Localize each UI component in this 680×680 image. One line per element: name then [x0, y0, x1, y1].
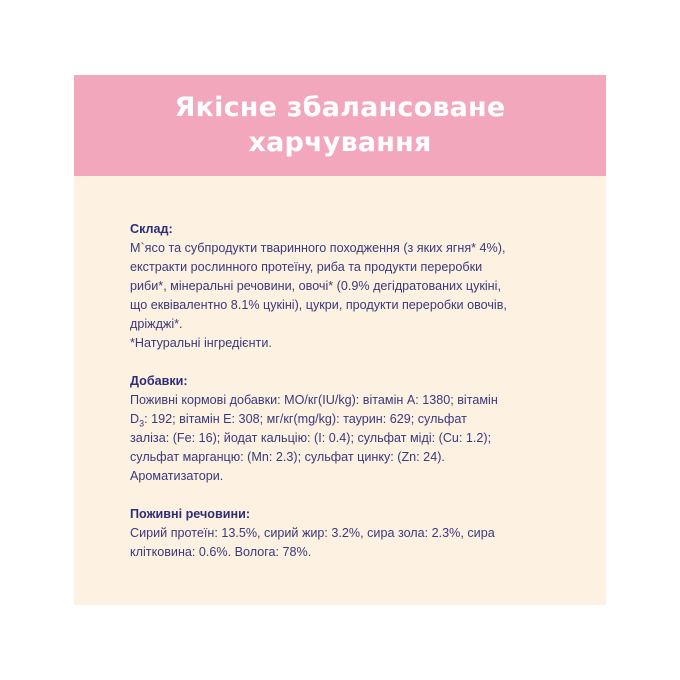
page-title	[74, 90, 606, 160]
additives-section	[130, 372, 582, 486]
content-body	[130, 220, 582, 581]
composition-line: що еквівалентно 8.1% цукіні), цукри, продукти переробки овочів,	[130, 298, 507, 312]
title-banner	[74, 75, 606, 176]
composition-heading: Склад:	[130, 222, 173, 236]
composition-line: екстракти рослинного протеїну, риба та продукти переробки	[130, 260, 483, 274]
additives-line: Ароматизатори.	[130, 469, 224, 483]
title-line-2: харчування	[248, 127, 432, 158]
nutrients-line: Сирий протеїн: 13.5%, сирий жир: 3.2%, сира зола: 2.3%, сира	[130, 526, 495, 540]
additives-line: заліза: (Fe: 16); йодат кальцію: (I: 0.4); сульфат міді: (Cu: 1.2);	[130, 431, 492, 445]
additives-line-rest: : 192; вітамін Е: 308; мг/кг(mg/kg): таурин: 629; сульфат	[144, 412, 467, 426]
additives-line	[130, 410, 582, 429]
nutrients-heading: Поживні речовини:	[130, 507, 251, 521]
additives-line: Поживні кормові добавки: МО/кг(IU/kg): вітамін А: 1380; вітамін	[130, 393, 498, 407]
composition-line: дріжджі*.	[130, 317, 183, 331]
composition-section	[130, 220, 582, 353]
natural-ingredients-note: *Натуральні інгредієнти.	[130, 336, 272, 350]
composition-line: М`ясо та субпродукти тваринного походження (з яких ягня* 4%),	[130, 241, 506, 255]
additives-heading: Добавки:	[130, 374, 188, 388]
nutrients-line: клітковина: 0.6%. Волога: 78%.	[130, 545, 312, 559]
additives-line: сульфат марганцю: (Mn: 2.3); сульфат цинку: (Zn: 24).	[130, 450, 445, 464]
vitamin-d-subscript: 3	[139, 418, 145, 429]
title-line-1: Якісне збалансоване	[174, 92, 506, 123]
nutrients-section	[130, 505, 582, 562]
vitamin-d-letter: D	[130, 412, 140, 426]
composition-line: риби*, мінеральні речовини, овочі* (0.9% дегідратованих цукіні,	[130, 279, 501, 293]
